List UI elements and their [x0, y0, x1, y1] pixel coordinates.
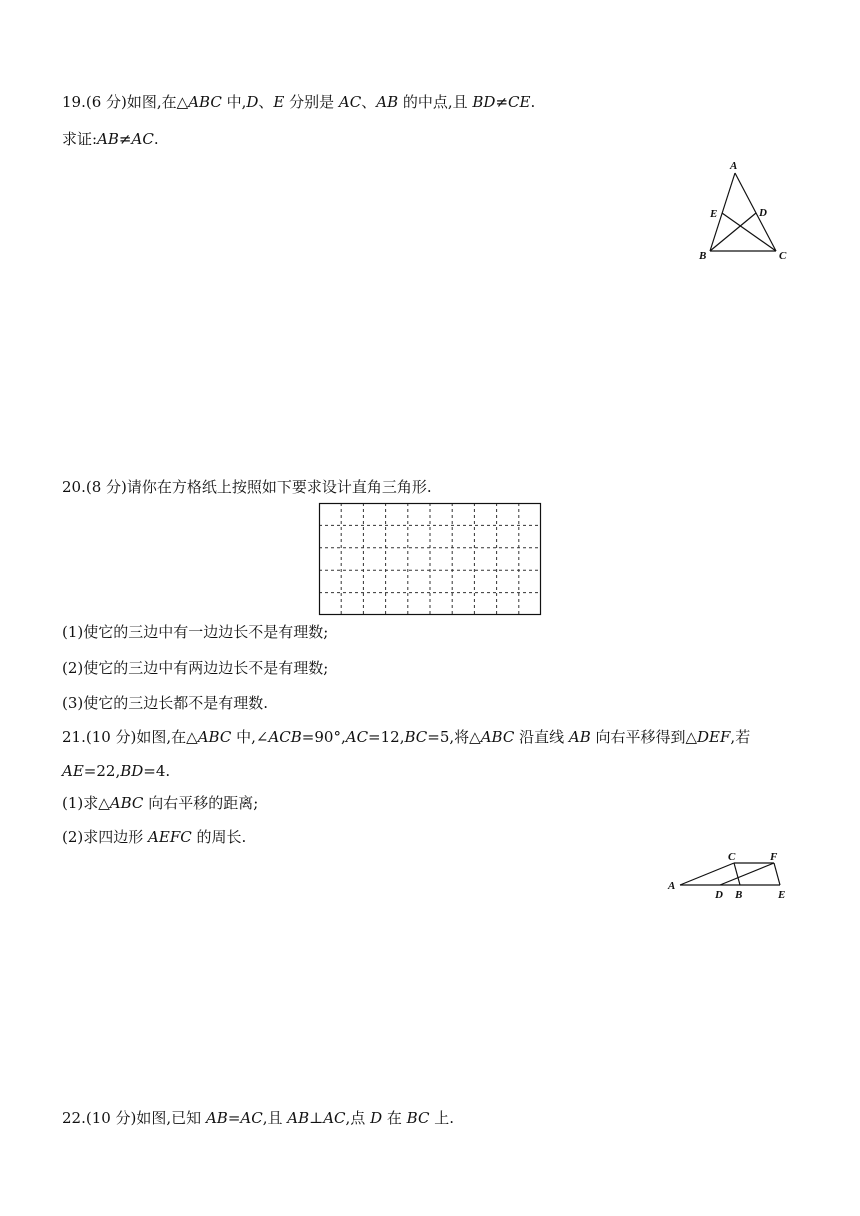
q19-not-equal: ≠ [495, 93, 509, 111]
q19-segment-ac: AC [338, 93, 362, 111]
q22-text: D [370, 1109, 383, 1127]
q19-label-b: B [699, 250, 707, 262]
q21-side-df [720, 863, 774, 885]
q21-text: 向右平移的距离; [143, 794, 259, 812]
q20-item-1: (1)使它的三边中有一边边长不是有理数; [62, 623, 329, 641]
q21-label-c: C [728, 851, 736, 863]
q19-label-d: D [759, 207, 767, 219]
q19-number: 19.(6 分)如图,在△ [62, 93, 189, 111]
q19-text: 中, [221, 93, 247, 111]
q19-text: . [530, 93, 536, 111]
q19-label-c: C [779, 250, 787, 262]
q19-side-ac [735, 173, 776, 251]
q21-text: BD [120, 762, 144, 780]
q21-text: AB [568, 728, 591, 746]
q22-perpendicular: ⊥ [309, 1109, 324, 1127]
q21-text: DEF [697, 728, 731, 746]
q19-text: 分别是 [284, 93, 339, 111]
q21-item-2 [62, 827, 246, 847]
q21-label-d: D [715, 889, 723, 901]
q21-text: BC [404, 728, 428, 746]
q20-item-3: (3)使它的三边长都不是有理数. [62, 694, 269, 712]
q22-text: 在 [382, 1109, 407, 1127]
q21-text: AC [345, 728, 369, 746]
q19-figure [690, 155, 800, 265]
q19-label-e: E [710, 208, 718, 220]
q21-item-1 [62, 793, 258, 813]
q21-label-e: E [778, 889, 786, 901]
q20-grid-paper [319, 503, 541, 615]
q20-item-2: (2)使它的三边中有两边边长不是有理数; [62, 659, 329, 677]
q19-stem [62, 92, 535, 112]
q22-text: 上. [429, 1109, 454, 1127]
q22-text: AB [205, 1109, 228, 1127]
q21-text: =5,将△ [427, 728, 481, 746]
q19-text: 的中点,且 [398, 93, 473, 111]
q21-side-cb [734, 863, 740, 885]
q22-text: ,点 [345, 1109, 371, 1127]
q19-prove-ac: AC [131, 130, 154, 148]
q21-label-f: F [770, 851, 778, 863]
q21-text: ABC [480, 728, 515, 746]
q21-text: =22, [83, 762, 121, 780]
q21-side-fe [774, 863, 780, 885]
q21-label-a: A [668, 880, 676, 892]
q19-text: . [153, 130, 159, 148]
q19-prove-not-equal: ≠ [118, 130, 132, 148]
q21-text: 中,∠ [231, 728, 269, 746]
q19-segment-bd: BD [472, 93, 496, 111]
q21-label-b: B [735, 889, 743, 901]
q20-stem: 20.(8 分)请你在方格纸上按照如下要求设计直角三角形. [62, 478, 432, 496]
q21-text: =12, [368, 728, 405, 746]
q19-point-e: E [273, 93, 285, 111]
q19-triangle-name: ABC [188, 93, 222, 111]
q21-text: ACB [268, 728, 302, 746]
q22-text: AB [287, 1109, 310, 1127]
q21-text: ABC [109, 794, 144, 812]
q19-prove [62, 129, 159, 149]
q21-text: AEFC [148, 828, 192, 846]
q22-stem [62, 1108, 454, 1128]
q21-figure [660, 848, 800, 903]
q19-text: 、 [361, 93, 377, 111]
q21-text: ,若 [730, 728, 751, 746]
q21-number: 21.(10 分)如图,在△ [62, 728, 198, 746]
q22-number: 22.(10 分)如图,已知 [62, 1109, 206, 1127]
q21-text: =4. [143, 762, 171, 780]
q22-text: = [227, 1109, 241, 1127]
q21-text: 的周长. [191, 828, 247, 846]
q21-text: (2)求四边形 [62, 828, 149, 846]
q22-text: AC [323, 1109, 346, 1127]
q21-stem-line-2 [62, 761, 170, 781]
q19-segment-ab: AB [376, 93, 399, 111]
q21-text: ABC [197, 728, 232, 746]
q21-text: 沿直线 [514, 728, 569, 746]
q19-segment-ce: CE [508, 93, 531, 111]
q21-text: =90°, [301, 728, 346, 746]
q21-stem-line-1 [62, 727, 750, 747]
q22-text: AC [240, 1109, 263, 1127]
q22-text: ,且 [262, 1109, 288, 1127]
q21-text: 向右平移得到△ [590, 728, 698, 746]
q19-label-a: A [730, 160, 738, 172]
q19-text: 、 [258, 93, 274, 111]
q21-text: AE [62, 762, 84, 780]
q19-point-d: D [246, 93, 259, 111]
q19-prove-label: 求证: [62, 130, 98, 148]
q19-prove-ab: AB [97, 130, 119, 148]
q22-text: BC [406, 1109, 430, 1127]
q21-text: (1)求△ [62, 794, 110, 812]
q21-side-ac [680, 863, 734, 885]
